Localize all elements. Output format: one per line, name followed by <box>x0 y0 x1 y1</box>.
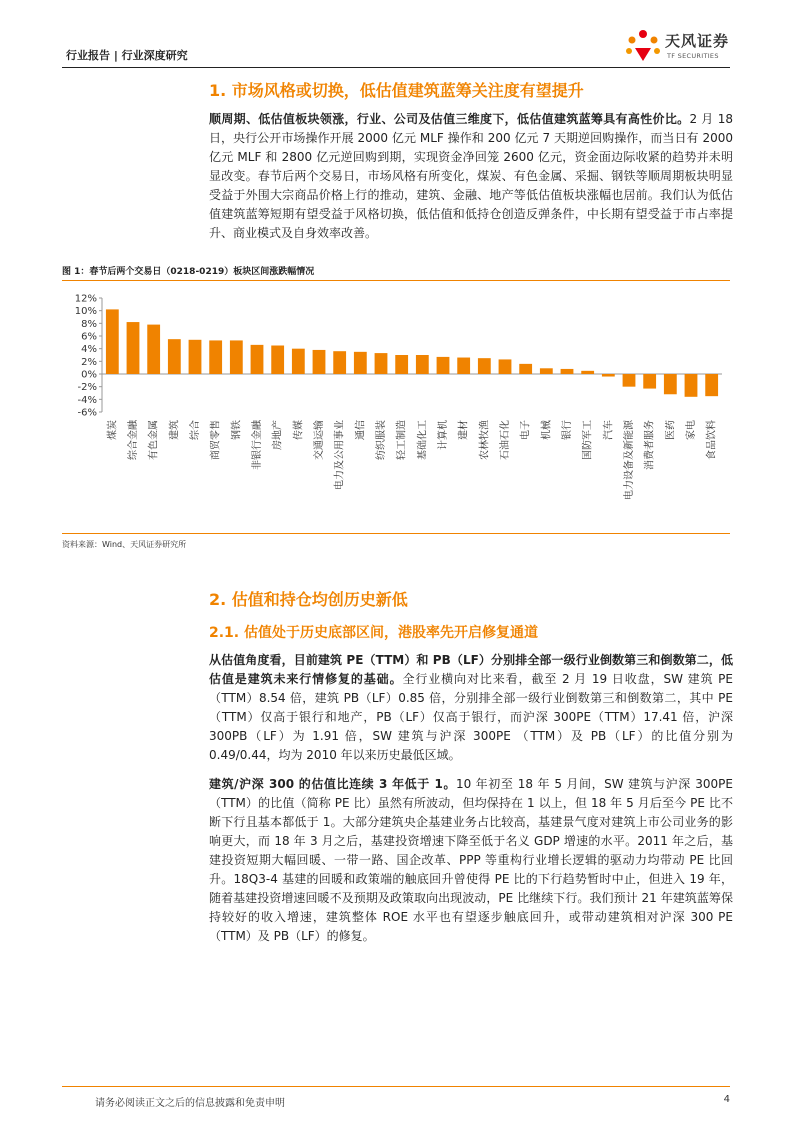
y-tick-label: -4% <box>77 394 97 406</box>
section1-lead: 顺周期、低估值板块领涨，行业、公司及估值三维度下，低估值建筑蓝筹具有高性价比。 <box>209 112 690 126</box>
pe-ratio-lead: 建筑/沪深 300 的估值比连续 3 年低于 1。 <box>209 777 457 791</box>
category-label: 电子 <box>520 420 532 440</box>
category-label: 非银行金融 <box>252 420 263 470</box>
category-label: 轻工制造 <box>396 420 408 460</box>
bar <box>375 353 388 374</box>
category-label: 商贸零售 <box>210 420 222 460</box>
sector-return-chart <box>62 284 730 532</box>
y-tick-label: 6% <box>81 331 97 343</box>
pe-ratio-paragraph <box>209 775 733 946</box>
bar <box>478 358 491 374</box>
bar <box>664 374 677 394</box>
category-label: 有色金属 <box>148 420 160 460</box>
header-report-type: 行业报告 | 行业深度研究 <box>66 49 188 62</box>
bar <box>643 374 656 389</box>
pe-ratio-body: 10 年初至 18 年 5 月间，SW 建筑与沪深 300PE（TTM）的比值（简称 PE 比）虽然有所波动，但均保持在 1 以上，但 18 年 5 月后至今 PE 比不断下行且基本都低于 1。大部分建筑央企基建业务占比较高，基建景气度对建筑上市公司业务的影响更大，而 18 年 3 月之后，基建投资增速下降至低于名义 GDP 增速的水平。2011 年之后，基建投资短期大幅回暖、一带一路、国企改革、PPP 等重构行业增长逻辑的驱动力均带动 PE 比回升。18Q3-4 基建的回暖和政策端的触底回升曾使得 PE 比的下行趋势暂时中止，但进入 19 年，随着基建投资增速回暖不及预期及政策取向出现波动，PE 比继续下行。我们预计 21 年建筑蓝筹保持较好的收入增速，建筑整体 ROE 水平也有望逐步触底回升，或带动建筑相对沪深 300 PE（TTM）及 PB（LF）的修复。 <box>209 777 733 943</box>
bar <box>147 325 160 374</box>
valuation-paragraph <box>209 651 733 765</box>
bar <box>499 359 512 374</box>
figure1-source: 资料来源：Wind、天风证券研究所 <box>62 540 187 549</box>
bar <box>581 371 594 374</box>
section1-heading: 1. 市场风格或切换，低估值建筑蓝筹关注度有望提升 <box>209 81 584 100</box>
valuation-body: 全行业横向对比来看，截至 2 月 19 日收盘，SW 建筑 PE（TTM）8.54 倍，建筑 PB（LF）0.85 倍，分别排全部一级行业倒数第三和倒数第二，其中 PE（TTM）仅高于银行和地产，PB（LF）仅高于银行，而沪深 300PE（TTM）17.41 倍，沪深 300PB（LF）为 1.91 倍，SW 建筑与沪深 300PE （TTM）及 PB（LF）的比值分别为 0.49/0.44，均为 2010 年以来历史最低区域。 <box>209 672 733 762</box>
category-label: 机械 <box>541 420 553 440</box>
category-label: 家电 <box>686 420 697 440</box>
category-label: 银行 <box>562 420 573 440</box>
bar <box>437 357 450 374</box>
category-label: 汽车 <box>603 420 615 440</box>
bar <box>705 374 718 396</box>
header-divider <box>62 67 730 68</box>
bar <box>354 352 367 374</box>
footer-disclaimer: 请务必阅读正文之后的信息披露和免责申明 <box>95 1098 285 1109</box>
category-label: 纺织服装 <box>376 420 387 460</box>
section1-body: 2 月 18 日，央行公开市场操作开展 2000 亿元 MLF 操作和 200 亿元 7 天期逆回购操作，而当日有 2000 亿元 MLF 和 2800 亿元逆回购到期，实现资金净回笼 2600 亿元，资金面边际收紧的趋势并未明显改变。春节后两个交易日，市场风格有所变化，煤炭、有色金属、采掘、钢铁等顺周期板块明显受益于外围大宗商品价格上行的推动，建筑、金融、地产等低估值板块涨幅也居前。我们认为低估值建筑蓝筹短期有望受益于风格切换，低估值和低持仓创造反弹条件，中长期有望受益于市占率提升、商业模式及自身效率改善。 <box>209 112 733 240</box>
bar <box>333 351 346 374</box>
y-tick-label: 10% <box>74 306 97 318</box>
figure1-top-rule <box>62 280 730 281</box>
bar <box>540 368 553 374</box>
bar <box>685 374 698 397</box>
category-label: 钢铁 <box>231 420 243 440</box>
figure1-bottom-rule <box>62 533 730 534</box>
category-label: 食品饮料 <box>706 420 718 460</box>
company-logo <box>623 28 733 64</box>
category-label: 消费者服务 <box>644 420 656 470</box>
bar <box>127 322 140 374</box>
category-label: 综合金融 <box>128 420 139 460</box>
bar <box>416 355 429 374</box>
category-label: 医药 <box>665 420 677 440</box>
bar <box>623 374 636 387</box>
bar <box>271 346 284 375</box>
y-tick-label: -6% <box>77 407 97 419</box>
bar <box>313 350 326 374</box>
category-label: 房地产 <box>272 420 284 450</box>
y-tick-label: 2% <box>81 356 97 368</box>
category-label: 传媒 <box>293 420 305 440</box>
bar <box>251 345 264 374</box>
bar <box>457 358 470 374</box>
category-label: 综合 <box>190 420 201 440</box>
bar <box>602 374 615 377</box>
category-label: 计算机 <box>438 420 449 450</box>
valuation-lead: 从估值角度看，目前建筑 PE（TTM）和 PB（LF）分别排全部一级行业倒数第三和倒数第二，低估值是建筑未来行情修复的基础。 <box>209 653 733 686</box>
bar <box>230 340 243 374</box>
bar <box>168 339 181 374</box>
y-tick-label: 4% <box>81 344 97 356</box>
category-label: 建材 <box>458 420 470 440</box>
bar <box>519 364 532 374</box>
footer-divider <box>62 1086 730 1087</box>
y-tick-label: 8% <box>81 318 97 330</box>
bar <box>106 309 119 374</box>
page-number: 4 <box>723 1094 730 1105</box>
category-label: 电力及公用事业 <box>334 420 346 490</box>
y-tick-label: -2% <box>77 382 97 394</box>
category-label: 农林牧渔 <box>479 420 491 460</box>
section2-heading: 2. 估值和持仓均创历史新低 <box>209 590 408 609</box>
bar <box>189 340 202 374</box>
logo-subtext: TF SECURITIES <box>667 52 719 60</box>
category-label: 电力设备及新能源 <box>624 420 635 500</box>
section1-paragraph <box>209 110 733 243</box>
logo-text: 天风证券 <box>665 32 730 50</box>
bar <box>292 349 305 374</box>
bar <box>209 340 222 374</box>
category-label: 交通运输 <box>314 420 325 460</box>
category-label: 石油石化 <box>500 420 511 460</box>
category-label: 通信 <box>355 420 367 440</box>
y-tick-label: 12% <box>74 293 97 305</box>
logo-mark-icon <box>623 28 663 64</box>
bar <box>395 355 408 374</box>
category-label: 建筑 <box>169 420 181 440</box>
category-label: 国防军工 <box>582 420 594 460</box>
figure1-title: 图 1：春节后两个交易日（0218-0219）板块区间涨跌幅情况 <box>62 267 315 277</box>
y-tick-label: 0% <box>81 369 97 381</box>
bar <box>561 369 574 374</box>
section2-1-heading: 2.1. 估值处于历史底部区间，港股率先开启修复通道 <box>209 625 538 641</box>
category-label: 基础化工 <box>417 420 429 460</box>
category-label: 煤炭 <box>107 420 119 440</box>
